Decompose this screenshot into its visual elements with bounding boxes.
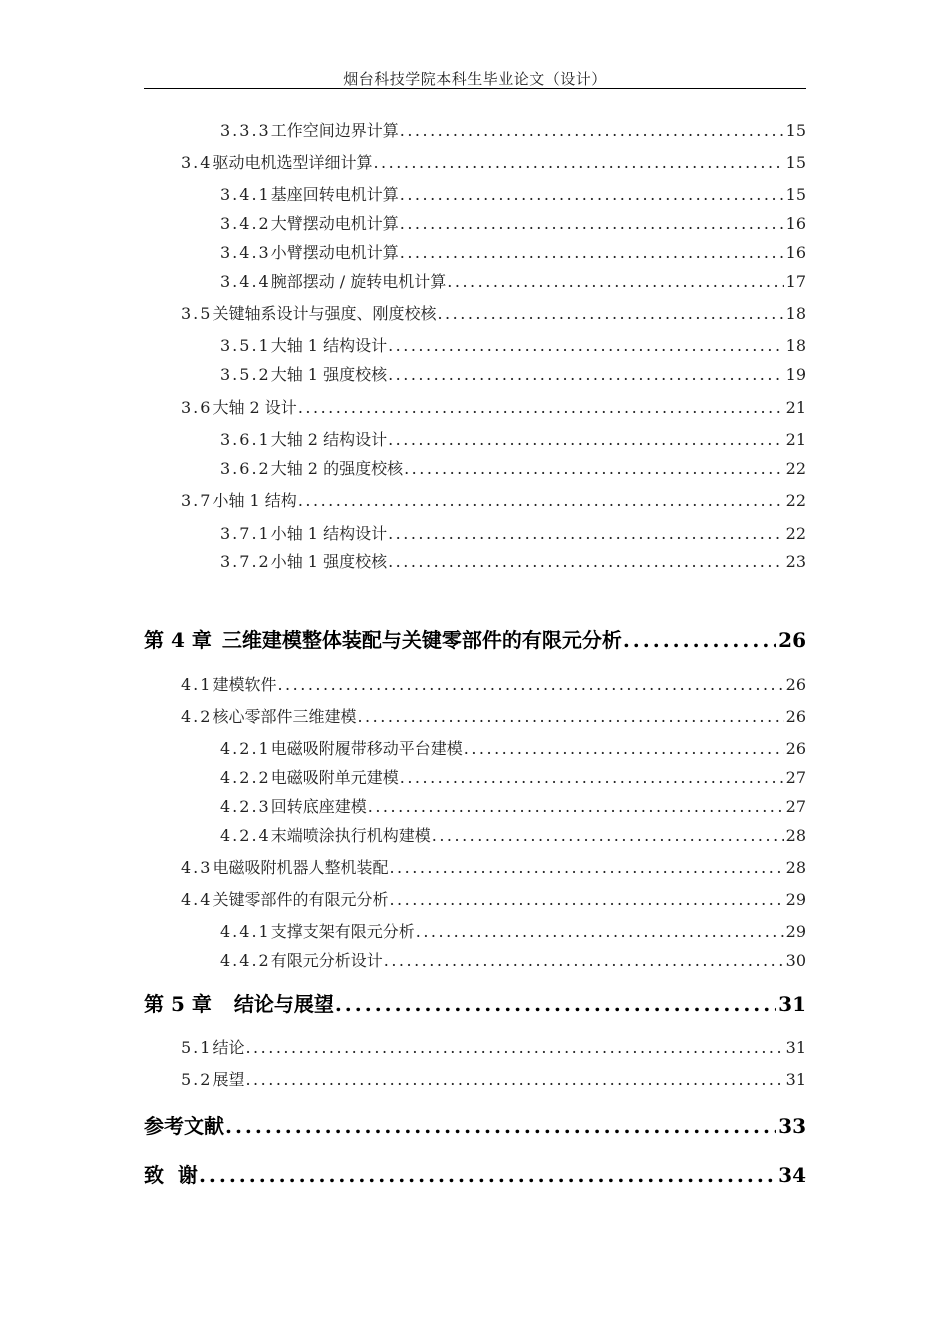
dot-leader xyxy=(368,797,784,816)
dot-leader xyxy=(404,459,784,478)
toc-entry-number: 3.6 xyxy=(181,398,213,417)
dot-leader xyxy=(400,768,784,787)
toc-entry-number: 3.4.1 xyxy=(220,185,271,204)
dot-leader xyxy=(277,675,783,694)
toc-entry[interactable] xyxy=(220,765,806,788)
toc-entry-title: 小轴 1 结构设计 xyxy=(270,524,388,543)
toc-entry-page: 16 xyxy=(785,243,806,262)
toc-chapter[interactable] xyxy=(144,1159,806,1188)
toc-chapter[interactable] xyxy=(144,1110,806,1139)
toc-entry-number: 3.6.2 xyxy=(220,459,271,478)
toc-entry-number: 3.5 xyxy=(181,304,213,323)
dot-leader xyxy=(388,552,784,571)
toc-entry[interactable] xyxy=(220,362,806,385)
toc-entry-number: 4.4.1 xyxy=(220,922,271,941)
dot-leader xyxy=(388,336,784,355)
dot-leader xyxy=(245,1070,783,1089)
toc-entry-page: 31 xyxy=(785,1038,806,1057)
dot-leader xyxy=(389,858,783,877)
toc-entry-title: 大臂摆动电机计算 xyxy=(270,214,399,233)
toc-entry-title: 驱动电机选型详细计算 xyxy=(212,153,373,172)
toc-entry-title: 回转底座建模 xyxy=(270,797,367,816)
toc-entry-number: 4.2.3 xyxy=(220,797,271,816)
toc-entry-number: 3.5.2 xyxy=(220,365,271,384)
dot-leader xyxy=(373,153,783,172)
dot-leader xyxy=(357,707,783,726)
dot-leader xyxy=(416,922,784,941)
toc-entry[interactable] xyxy=(181,395,806,418)
toc-entry-number: 3.6.1 xyxy=(220,430,271,449)
toc-entry-page: 23 xyxy=(785,552,806,571)
toc-entry-title: 电磁吸附单元建模 xyxy=(270,768,399,787)
dot-leader xyxy=(400,214,784,233)
dot-leader xyxy=(335,992,776,1016)
toc-chapter-number: 第 5 章 xyxy=(144,992,212,1016)
toc-chapter-title: 结论与展望 xyxy=(233,992,334,1016)
toc-entry-number: 3.4.4 xyxy=(220,272,271,291)
toc-entry-page: 29 xyxy=(785,922,806,941)
dot-leader xyxy=(388,365,784,384)
dot-leader xyxy=(388,430,784,449)
toc-chapter-title: 三维建模整体装配与关键零部件的有限元分析 xyxy=(221,628,622,652)
toc-entry-page: 27 xyxy=(785,797,806,816)
toc-entry-page: 30 xyxy=(785,951,806,970)
toc-entry-number: 4.4 xyxy=(181,890,213,909)
toc-entry-page: 26 xyxy=(785,739,806,758)
toc-entry-page: 19 xyxy=(785,365,806,384)
toc-entry-number: 3.4.3 xyxy=(220,243,271,262)
toc-entry-number: 3.4.2 xyxy=(220,214,271,233)
toc-entry-number: 4.1 xyxy=(181,675,213,694)
toc-entry-page: 27 xyxy=(785,768,806,787)
toc-entry-number: 5.2 xyxy=(181,1070,213,1089)
dot-leader xyxy=(437,304,783,323)
toc-entry[interactable] xyxy=(220,240,806,263)
toc-entry[interactable] xyxy=(220,211,806,234)
toc-entry-number: 3.7 xyxy=(181,491,213,510)
toc-entry-page: 22 xyxy=(785,524,806,543)
toc-entry-number: 3.5.1 xyxy=(220,336,271,355)
toc-chapter-page: 26 xyxy=(778,628,806,652)
toc-entry-number: 4.2.4 xyxy=(220,826,271,845)
toc-entry-title: 关键轴系设计与强度、刚度校核 xyxy=(212,304,437,323)
dot-leader xyxy=(464,739,784,758)
toc-entry[interactable] xyxy=(220,521,806,544)
toc-entry[interactable] xyxy=(181,672,806,695)
toc-entry-page: 28 xyxy=(785,826,806,845)
toc-entry[interactable] xyxy=(220,919,806,942)
toc-entry-title: 建模软件 xyxy=(212,675,277,694)
dot-leader xyxy=(298,398,784,417)
toc-entry-page: 26 xyxy=(785,675,806,694)
toc-entry[interactable] xyxy=(220,794,806,817)
toc-entry-title: 核心零部件三维建模 xyxy=(212,707,357,726)
toc-entry[interactable] xyxy=(220,549,806,572)
toc-entry-page: 18 xyxy=(785,336,806,355)
dot-leader xyxy=(384,951,784,970)
toc-chapter-page: 33 xyxy=(778,1114,806,1138)
toc-entry[interactable] xyxy=(181,704,806,727)
toc-entry-title: 小轴 1 结构 xyxy=(212,491,297,510)
toc-entry-page: 21 xyxy=(785,398,806,417)
toc-entry-page: 15 xyxy=(785,153,806,172)
toc-entry[interactable] xyxy=(181,1067,806,1090)
dot-leader xyxy=(400,121,784,140)
toc-entry[interactable] xyxy=(220,269,806,292)
toc-entry-number: 3.3.3 xyxy=(220,121,271,140)
toc-chapter-number: 第 4 章 xyxy=(144,628,212,652)
toc-entry-number: 4.4.2 xyxy=(220,951,271,970)
dot-leader xyxy=(245,1038,783,1057)
toc-entry-page: 29 xyxy=(785,890,806,909)
dot-leader xyxy=(225,1114,776,1138)
toc-entry-title: 结论 xyxy=(212,1038,245,1057)
toc-entry[interactable] xyxy=(181,1035,806,1058)
toc-entry-title: 基座回转电机计算 xyxy=(270,185,399,204)
toc-entry-title: 小轴 1 强度校核 xyxy=(270,552,388,571)
toc-entry-title: 展望 xyxy=(212,1070,245,1089)
toc-chapter-page: 34 xyxy=(778,1163,806,1187)
toc-entry[interactable] xyxy=(220,456,806,479)
toc-entry-page: 22 xyxy=(785,459,806,478)
toc-chapter-title: 致 谢 xyxy=(144,1163,198,1187)
toc-entry[interactable] xyxy=(220,736,806,759)
toc-entry-title: 支撑支架有限元分析 xyxy=(270,922,415,941)
toc-entry-page: 18 xyxy=(785,304,806,323)
toc-entry-title: 有限元分析设计 xyxy=(270,951,383,970)
toc-entry-title: 工作空间边界计算 xyxy=(270,121,399,140)
dot-leader xyxy=(400,243,784,262)
toc-entry-page: 21 xyxy=(785,430,806,449)
toc-entry[interactable] xyxy=(181,150,806,173)
toc-entry[interactable] xyxy=(220,333,806,356)
toc-entry-title: 电磁吸附机器人整机装配 xyxy=(212,858,389,877)
toc-entry-title: 电磁吸附履带移动平台建模 xyxy=(270,739,463,758)
toc-entry-title: 大轴 1 结构设计 xyxy=(270,336,388,355)
dot-leader xyxy=(388,524,784,543)
toc-entry-title: 腕部摆动 / 旋转电机计算 xyxy=(270,272,447,291)
toc-entry-page: 15 xyxy=(785,121,806,140)
toc-entry[interactable] xyxy=(220,118,806,141)
toc-entry-page: 26 xyxy=(785,707,806,726)
toc-entry-number: 4.2.1 xyxy=(220,739,271,758)
toc-entry[interactable] xyxy=(220,427,806,450)
toc-entry-title: 大轴 2 结构设计 xyxy=(270,430,388,449)
toc-entry[interactable] xyxy=(181,855,806,878)
page-header-title: 烟台科技学院本科生毕业论文（设计） xyxy=(343,70,607,88)
toc-entry-number: 3.7.1 xyxy=(220,524,271,543)
toc-entry-page: 17 xyxy=(785,272,806,291)
toc-chapter-title: 参考文献 xyxy=(144,1114,224,1138)
toc-entry[interactable] xyxy=(181,488,806,511)
toc-entry-page: 31 xyxy=(785,1070,806,1089)
toc-entry[interactable] xyxy=(220,823,806,846)
toc-entry-title: 小臂摆动电机计算 xyxy=(270,243,399,262)
toc-entry[interactable] xyxy=(181,301,806,324)
toc-chapter-page: 31 xyxy=(778,992,806,1016)
toc-entry-page: 15 xyxy=(785,185,806,204)
dot-leader xyxy=(447,272,783,291)
toc-entry[interactable] xyxy=(181,887,806,910)
toc-entry-title: 大轴 2 设计 xyxy=(212,398,297,417)
toc-entry[interactable] xyxy=(220,948,806,971)
dot-leader xyxy=(199,1163,776,1187)
toc-entry-number: 3.7.2 xyxy=(220,552,271,571)
toc-entry-title: 关键零部件的有限元分析 xyxy=(212,890,389,909)
toc-chapter[interactable] xyxy=(144,988,806,1017)
toc-entry[interactable] xyxy=(220,182,806,205)
toc-entry-page: 28 xyxy=(785,858,806,877)
toc-entry-number: 4.3 xyxy=(181,858,213,877)
toc-entry-page: 22 xyxy=(785,491,806,510)
toc-entry-title: 大轴 1 强度校核 xyxy=(270,365,388,384)
dot-leader xyxy=(623,628,776,652)
dot-leader xyxy=(389,890,783,909)
toc-entry-number: 5.1 xyxy=(181,1038,213,1057)
toc-entry-number: 3.4 xyxy=(181,153,213,172)
toc-entry-title: 大轴 2 的强度校核 xyxy=(270,459,404,478)
toc-entry-title: 末端喷涂执行机构建模 xyxy=(270,826,431,845)
toc-entry-number: 4.2 xyxy=(181,707,213,726)
toc-entry-page: 16 xyxy=(785,214,806,233)
toc-entry-number: 4.2.2 xyxy=(220,768,271,787)
dot-leader xyxy=(432,826,784,845)
dot-leader xyxy=(298,491,784,510)
toc-chapter[interactable] xyxy=(144,624,806,653)
dot-leader xyxy=(400,185,784,204)
